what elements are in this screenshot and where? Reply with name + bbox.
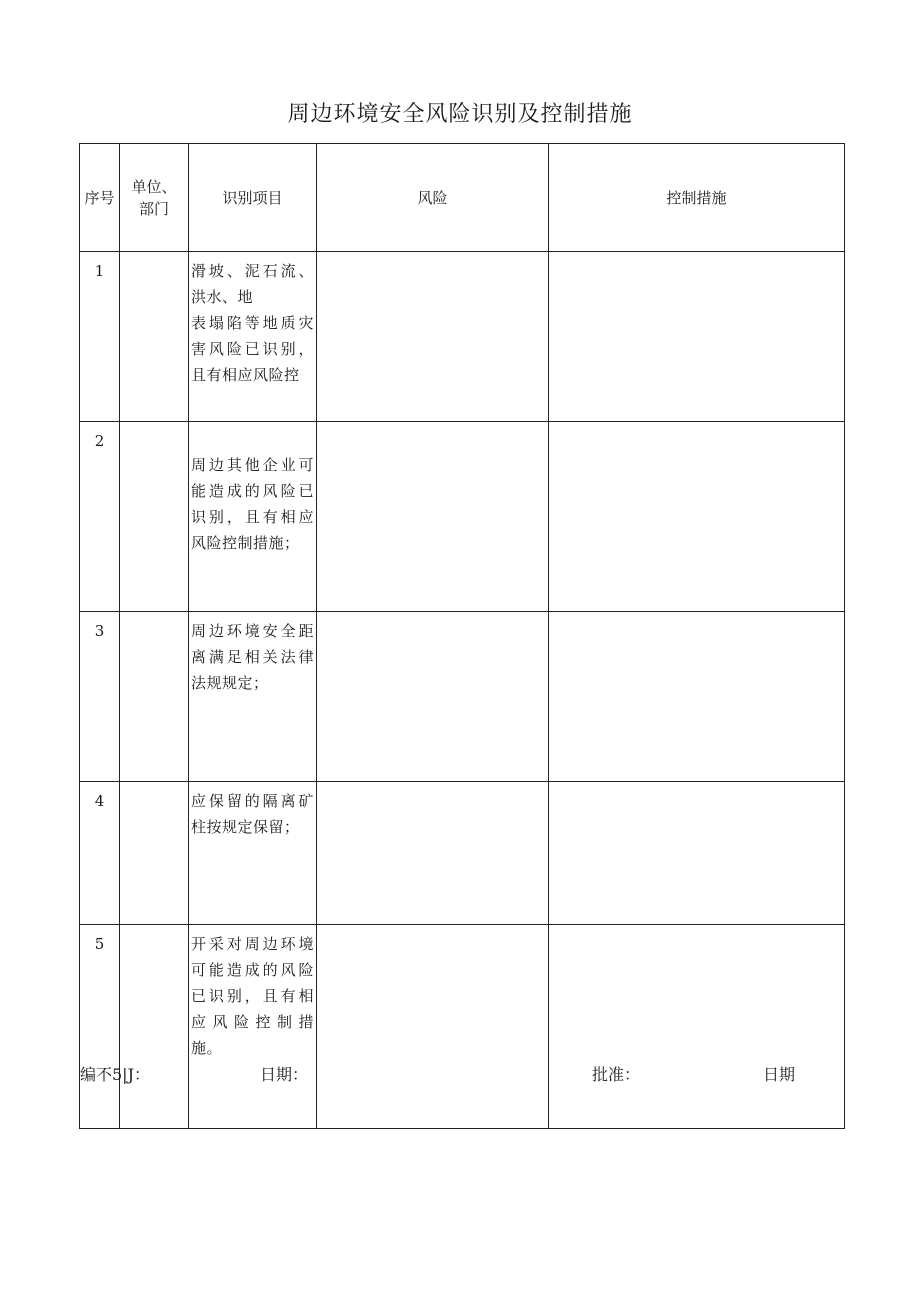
document-title: 周边环境安全风险识别及控制措施 <box>287 102 633 127</box>
table-row <box>80 252 845 422</box>
date-label-approve: 日期 <box>763 1065 796 1084</box>
row-item-line1: 滑坡、泥石流、洪水、地 <box>191 262 314 306</box>
row-item-line2: 表塌陷等地质灾害风险已识别，且有相应风险控 <box>191 314 314 384</box>
row-item: 周边其他企业可能造成的风险已识别，且有相应风险控制措施； <box>189 422 317 612</box>
table-header-row <box>80 144 845 252</box>
row-unit-cell[interactable] <box>120 612 189 782</box>
header-control: 控制措施 <box>549 144 845 252</box>
row-item: 开采对周边环境可能造成的风险已识别，且有相应风险控制措施。 <box>189 925 317 1129</box>
table-row <box>80 925 845 1129</box>
row-item: 应保留的隔离矿柱按规定保留； <box>189 782 317 925</box>
row-item: 周边环境安全距离满足相关法律法规规定； <box>189 612 317 782</box>
table-row <box>80 422 845 612</box>
header-unit <box>120 144 189 252</box>
row-risk-cell[interactable] <box>317 252 549 422</box>
row-control-cell[interactable] <box>549 252 845 422</box>
header-risk: 风险 <box>317 144 549 252</box>
row-risk-cell[interactable] <box>317 782 549 925</box>
row-risk-cell[interactable] <box>317 925 549 1129</box>
row-unit-cell[interactable] <box>120 782 189 925</box>
approve-label: 批准： <box>592 1065 641 1084</box>
row-unit-cell[interactable] <box>120 925 189 1129</box>
risk-identification-table <box>79 143 845 1129</box>
row-control-cell[interactable] <box>549 422 845 612</box>
row-risk-cell[interactable] <box>317 422 549 612</box>
row-control-cell[interactable] <box>549 782 845 925</box>
row-no: 2 <box>80 422 120 612</box>
date-label-compiler: 日期： <box>260 1065 309 1084</box>
header-no: 序号 <box>80 144 120 252</box>
row-unit-cell[interactable] <box>120 422 189 612</box>
row-no: 4 <box>80 782 120 925</box>
header-item: 识别项目 <box>189 144 317 252</box>
row-no: 3 <box>80 612 120 782</box>
table-row <box>80 782 845 925</box>
row-control-cell[interactable] <box>549 612 845 782</box>
signature-footer <box>80 1062 840 1086</box>
table-row <box>80 612 845 782</box>
row-risk-cell[interactable] <box>317 612 549 782</box>
row-control-cell[interactable] <box>549 925 845 1129</box>
header-unit-line2: 部门 <box>138 199 169 218</box>
row-item <box>189 252 317 422</box>
compiler-label: 编不5|J： <box>80 1065 150 1084</box>
row-unit-cell[interactable] <box>120 252 189 422</box>
row-no: 5 <box>80 925 120 1129</box>
header-unit-line1: 单位、 <box>131 177 177 196</box>
row-no: 1 <box>80 252 120 422</box>
